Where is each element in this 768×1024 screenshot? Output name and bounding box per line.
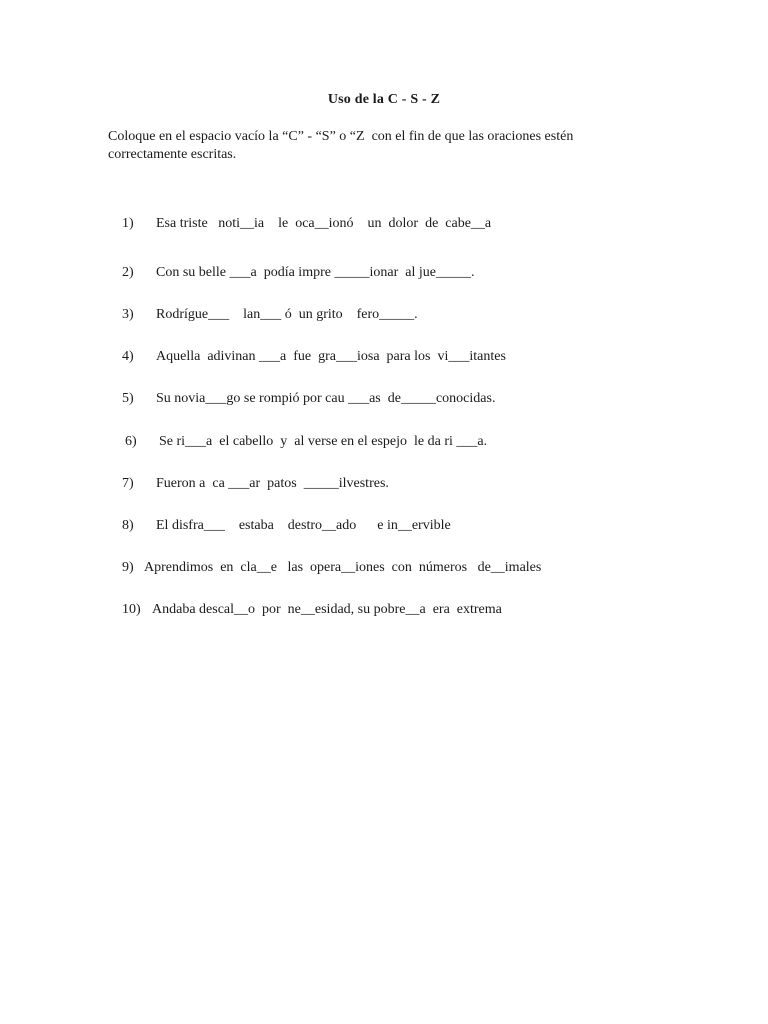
exercise-item	[108, 375, 495, 423]
exercise-item	[108, 200, 491, 248]
exercise-item	[108, 586, 502, 634]
exercise-number: 10)	[122, 602, 141, 617]
instructions-paragraph	[108, 128, 668, 164]
exercise-item	[108, 544, 541, 592]
exercise-item	[108, 333, 506, 381]
exercise-item	[108, 249, 474, 297]
exercise-sentence: Aprendimos en cla__e las opera__iones con números de__imales	[144, 560, 542, 575]
exercise-sentence: Rodrígue___ lan___ ó un grito fero_____.	[156, 307, 418, 322]
exercise-sentence: Se ri___a el cabello y al verse en el espejo le da ri ___a.	[159, 434, 488, 449]
exercise-number: 4)	[122, 349, 134, 364]
exercise-sentence: El disfra___ estaba destro__ado e in__ervible	[156, 518, 451, 533]
worksheet-title: Uso de la C - S - Z	[327, 92, 441, 107]
exercise-number: 7)	[122, 476, 134, 491]
exercise-item	[108, 291, 418, 339]
exercise-sentence: Aquella adivinan ___a fue gra___iosa para los vi___itantes	[156, 349, 506, 364]
exercise-item	[111, 418, 487, 466]
exercise-number: 9)	[122, 560, 134, 575]
exercise-sentence: Su novia___go se rompió por cau ___as de_____conocidas.	[156, 391, 496, 406]
exercise-number: 8)	[122, 518, 134, 533]
exercise-sentence: Fueron a ca ___ar patos _____ilvestres.	[156, 476, 389, 491]
exercise-number: 2)	[122, 265, 134, 280]
exercise-sentence: Esa triste noti__ia le oca__ionó un dolor de cabe__a	[156, 216, 492, 231]
exercise-number: 1)	[122, 216, 134, 231]
exercise-item	[108, 502, 451, 550]
exercise-number: 6)	[125, 434, 137, 449]
exercise-number: 3)	[122, 307, 134, 322]
instructions-line-1: Coloque en el espacio vacío la “C” - “S” o “Z con el fin de que las oraciones estén	[108, 129, 574, 144]
instructions-line-2: correctamente escritas.	[108, 147, 237, 162]
exercise-item	[108, 460, 389, 508]
exercise-number: 5)	[122, 391, 134, 406]
exercise-sentence: Con su belle ___a podía impre _____ionar al jue_____.	[156, 265, 475, 280]
exercise-sentence: Andaba descal__o por ne__esidad, su pobre__a era extrema	[152, 602, 502, 617]
